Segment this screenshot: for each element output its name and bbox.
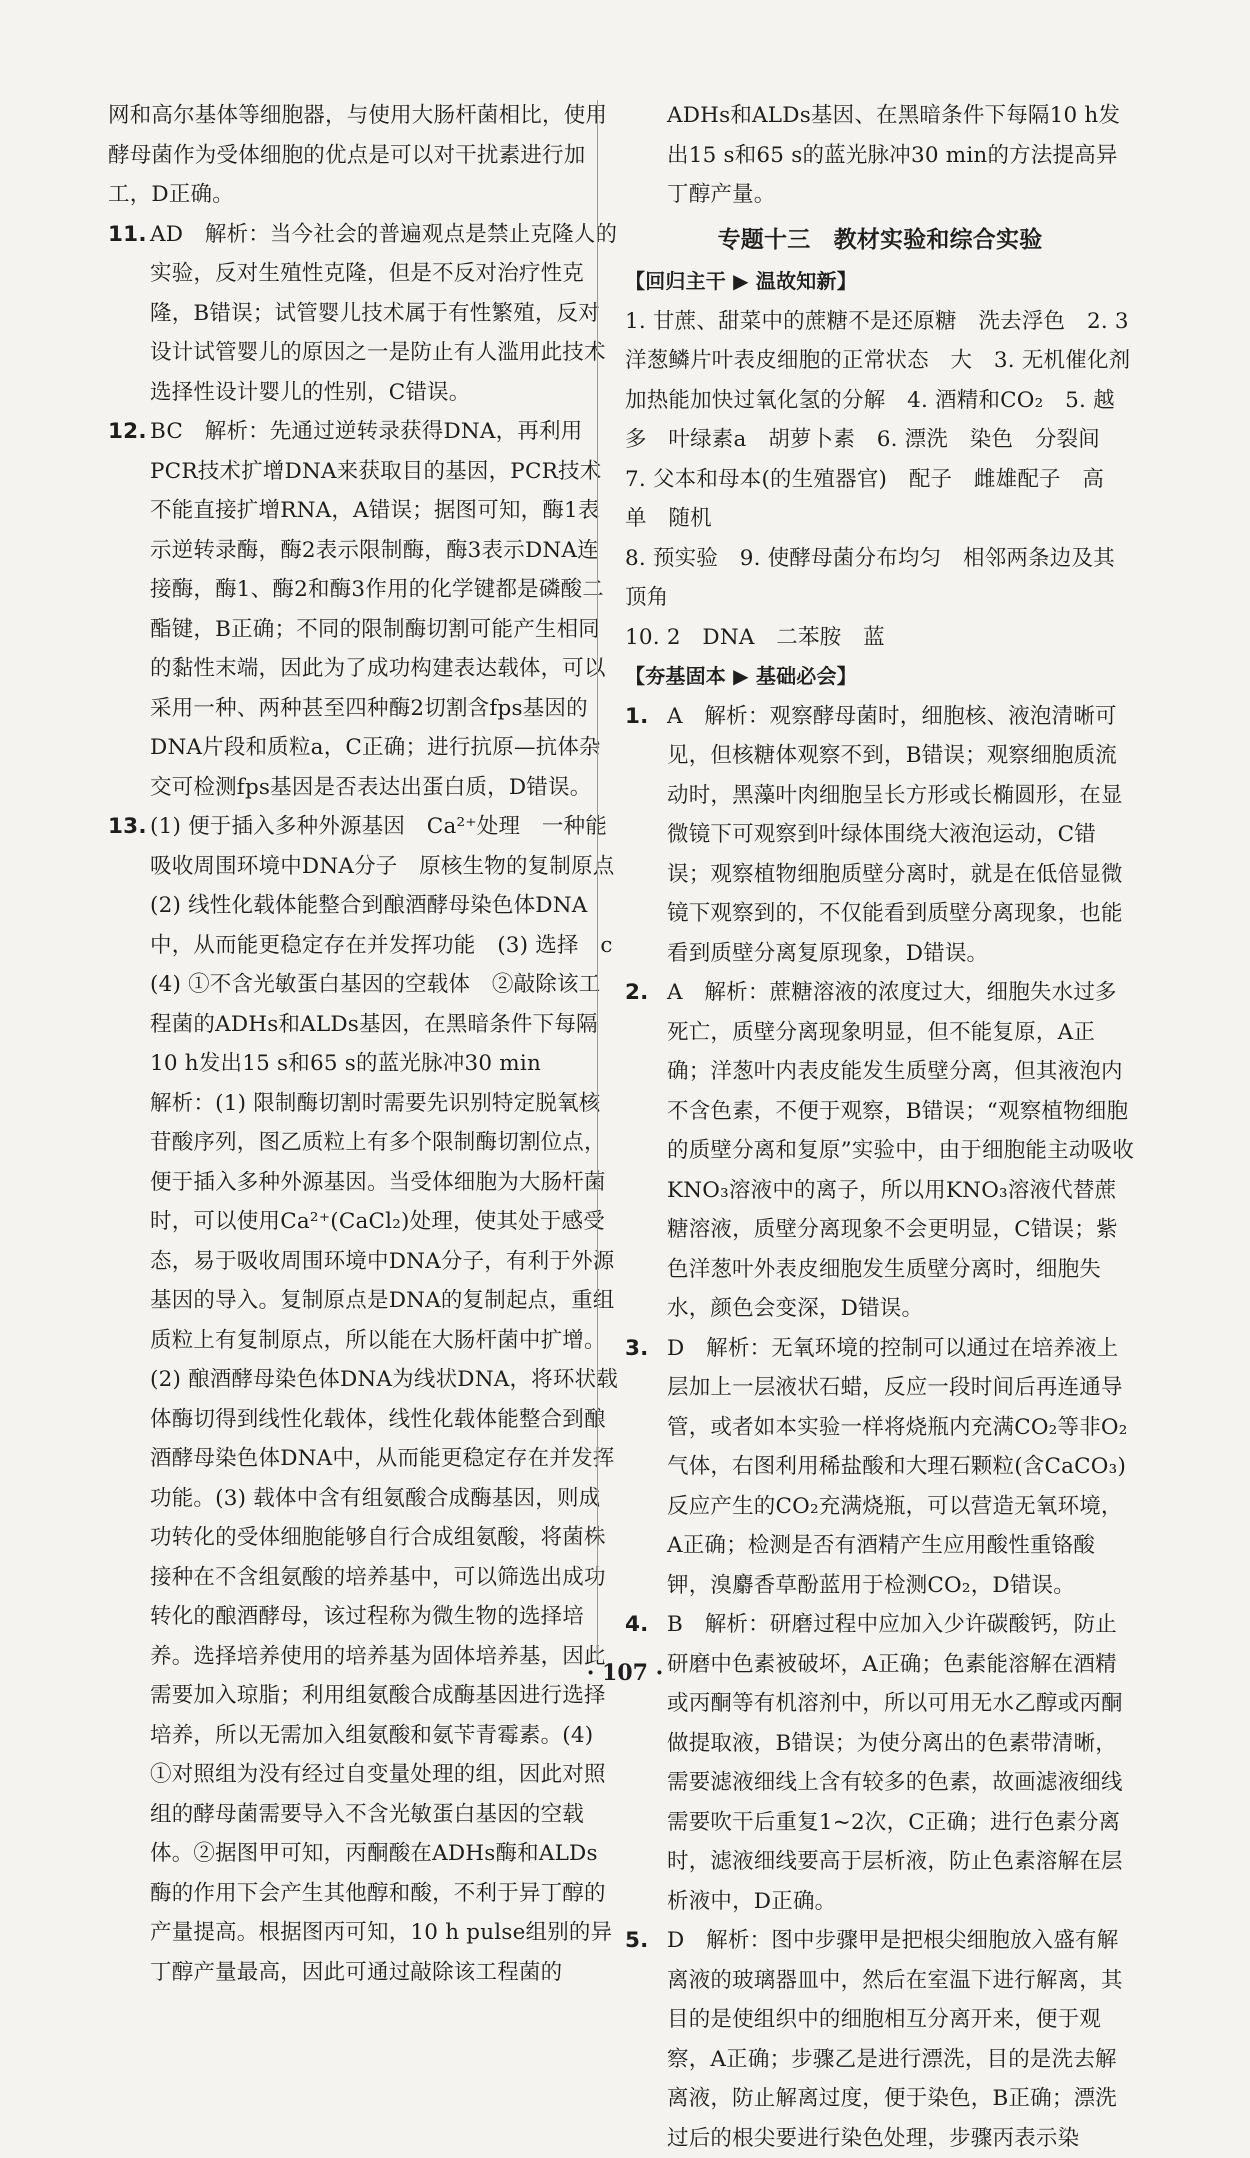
answer-13-part1: (1) 便于插入多种外源基因 Ca²⁺处理 一种能吸收周围环境中DNA分子 原核生物的复制原点 (150, 814, 615, 879)
review-heading: 【回归主干 ▶ 温故知新】 (625, 269, 857, 293)
review-answers-2: 8. 预实验 9. 使酵母菌分布均匀 相邻两条边及其顶角 (625, 545, 1115, 610)
answer-11 (108, 215, 618, 413)
answer-number: 5. (625, 1928, 649, 1953)
basic-answer-2 (625, 973, 1135, 1329)
basic-answer-3 (625, 1329, 1135, 1606)
review-answers-1: 1. 甘蔗、甜菜中的蔗糖不是还原糖 洗去浮色 2. 3 洋葱鳞片叶表皮细胞的正常状态 大 3. 无机催化剂 加热能加快过氧化氢的分解 4. 酒精和CO₂ 5. 越多 叶绿素a 胡萝卜素 6. 漂洗 染色 分裂间 7. 父本和母本(的生殖器官) 配子 雌雄配子 高 单 随机 (625, 308, 1153, 531)
answer-number: 3. (625, 1335, 649, 1361)
answer-text: D 解析：图中步骤甲是把根尖细胞放入盛有解离液的玻璃器皿中，然后在室温下进行解离，其目的是使组织中的细胞相互分离开来，便于观察，A正确；步骤乙是进行漂洗，目的是洗去解离液，防止解离过度，便于染色，B正确；漂洗过后的根尖要进行染色处理，步骤丙表示染 (667, 1928, 1123, 2151)
answer-text: A 解析：观察酵母菌时，细胞核、液泡清晰可见，但核糖体观察不到，B错误；观察细胞质流动时，黑藻叶肉细胞呈长方形或长椭圆形，在显微镜下可观察到叶绿体围绕大液泡运动，C错误；观察植物细胞质壁分离时，就是在低倍显微镜下观察到的，不仅能看到质壁分离现象，也能看到质壁分离复原现象，D错误。 (667, 703, 1123, 966)
answer-13-explanation: 解析：(1) 限制酶切割时需要先识别特定脱氧核苷酸序列，图乙质粒上有多个限制酶切割位点，便于插入多种外源基因。当受体细胞为大肠杆菌时，可以使用Ca²⁺(CaCl₂)处理，使其处于感受态，易于吸收周围环境中DNA分子，有利于外源基因的导入。复制原点是DNA的复制起点，重组质粒上有复制原点，所以能在大肠杆菌中扩增。(2) 酿酒酵母染色体DNA为线状DNA，将环状载体酶切得到线性化载体，线性化载体能整合到酿酒酵母染色体DNA中，从而能更稳定存在并发挥功能。(3) 载体中含有组氨酸合成酶基因，则成功转化的受体细胞能够自行合成组氨酸，将菌株接种在不含组氨酸的培养基中，可以筛选出成功转化的酿酒酵母，该过程称为微生物的选择培养。选择培养使用的培养基为固体培养基，因此需要加入琼脂；利用组氨酸合成酶基因进行选择培养，所以无需加入组氨酸和氨苄青霉素。(4) ①对照组为没有经过自变量处理的组，因此对照组的酵母菌需要导入不含光敏蛋白基因的空载体。②据图甲可知，丙酮酸在ADHs酶和ALDs酶的作用下会产生其他醇和酸，不利于异丁醇的产量提高。根据图丙可知，10 h pulse组别的异丁醇产量最高，因此可通过敲除该工程菌的 (150, 1090, 618, 1985)
answer-12 (108, 412, 618, 807)
answer-number: 1. (625, 703, 649, 729)
answer-number: 12. (108, 419, 147, 444)
intro-paragraph: 网和高尔基体等细胞器，与使用大肠杆菌相比，使用酵母菌作为受体细胞的优点是可以对干扰素进行加工，D正确。 (108, 103, 608, 207)
basic-answer-1 (625, 697, 1135, 974)
answer-number: 13. (108, 814, 147, 839)
basics-heading: 【夯基固本 ▶ 基础必会】 (625, 664, 857, 688)
column-divider (597, 100, 598, 1660)
page-number: · 107 · (586, 1660, 664, 1686)
review-answers-3: 10. 2 DNA 二苯胺 蓝 (625, 624, 885, 650)
answer-text: AD 解析：当今社会的普遍观点是禁止克隆人的实验，反对生殖性克隆，但是不反对治疗性克隆，B错误；试管婴儿技术属于有性繁殖，反对设计试管婴儿的原因之一是防止有人滥用此技术选择性设计婴儿的性别，C错误。 (150, 221, 618, 405)
answer-text: BC 解析：先通过逆转录获得DNA，再利用PCR技术扩增DNA来获取目的基因，PCR技术不能直接扩增RNA，A错误；据图可知，酶1表示逆转录酶，酶2表示限制酶，酶3表示DNA连接酶，酶1、酶2和酶3作用的化学键都是磷酸二酯键，B正确；不同的限制酶切割可能产生相同的黏性末端，因此为了成功构建表达载体，可以采用一种、两种甚至四种酶2切割含fps基因的DNA片段和质粒a，C正确；进行抗原—抗体杂交可检测fps基因是否表达出蛋白质，D错误。 (150, 419, 606, 800)
answer-text: A 解析：蔗糖溶液的浓度过大，细胞失水过多死亡，质壁分离现象明显，但不能复原，A正确；洋葱叶内表皮能发生质壁分离，但其液泡内不含色素，不便于观察，B错误；“观察植物细胞的质壁分离和复原”实验中，由于细胞能主动吸收KNO₃溶液中的离子，所以用KNO₃溶液代替蔗糖溶液，质壁分离现象不会更明显，C错误；紫色洋葱叶外表皮细胞发生质壁分离时，细胞失水，颜色会变深，D错误。 (667, 980, 1134, 1321)
basic-answer-5 (625, 1921, 1135, 2158)
answer-text: D 解析：无氧环境的控制可以通过在培养液上层加上一层液状石蜡，反应一段时间后再连通导管，或者如本实验一样将烧瓶内充满CO₂等非O₂气体，右图利用稀盐酸和大理石颗粒(含CaCO₃)反应产生的CO₂充满烧瓶，可以营造无氧环境，A正确；检测是否有酒精产生应用酸性重铬酸钾，溴麝香草酚蓝用于检测CO₂，D错误。 (667, 1335, 1128, 1598)
continued-paragraph: ADHs和ALDs基因、在黑暗条件下每隔10 h发出15 s和65 s的蓝光脉冲30 min的方法提高异丁醇产量。 (667, 103, 1121, 207)
right-column (625, 96, 1153, 2158)
section-title: 专题十三 教材实验和综合实验 (717, 226, 1043, 253)
answer-text: B 解析：研磨过程中应加入少许碳酸钙，防止研磨中色素被破坏，A正确；色素能溶解在酒精或丙酮等有机溶剂中，所以可用无水乙醇或丙酮做提取液，B错误；为使分离出的色素带清晰，需要滤液细线上含有较多的色素，故画滤液细线需要吹干后重复1~2次，C正确；进行色素分离时，滤液细线要高于层析液，防止色素溶解在层析液中，D正确。 (667, 1612, 1123, 1914)
answer-13-part2: (2) 线性化载体能整合到酿酒酵母染色体DNA中，从而能更稳定存在并发挥功能 (3) 选择 c (4) ①不含光敏蛋白基因的空载体 ②敲除该工程菌的ADHs和ALDs基因，在黑暗条件下每隔10 h发出15 s和65 s的蓝光脉冲30 min (150, 893, 635, 1076)
answer-number: 2. (625, 980, 649, 1005)
answer-number: 11. (108, 221, 147, 247)
answer-number: 4. (625, 1612, 649, 1637)
basic-answer-4 (625, 1605, 1135, 1921)
